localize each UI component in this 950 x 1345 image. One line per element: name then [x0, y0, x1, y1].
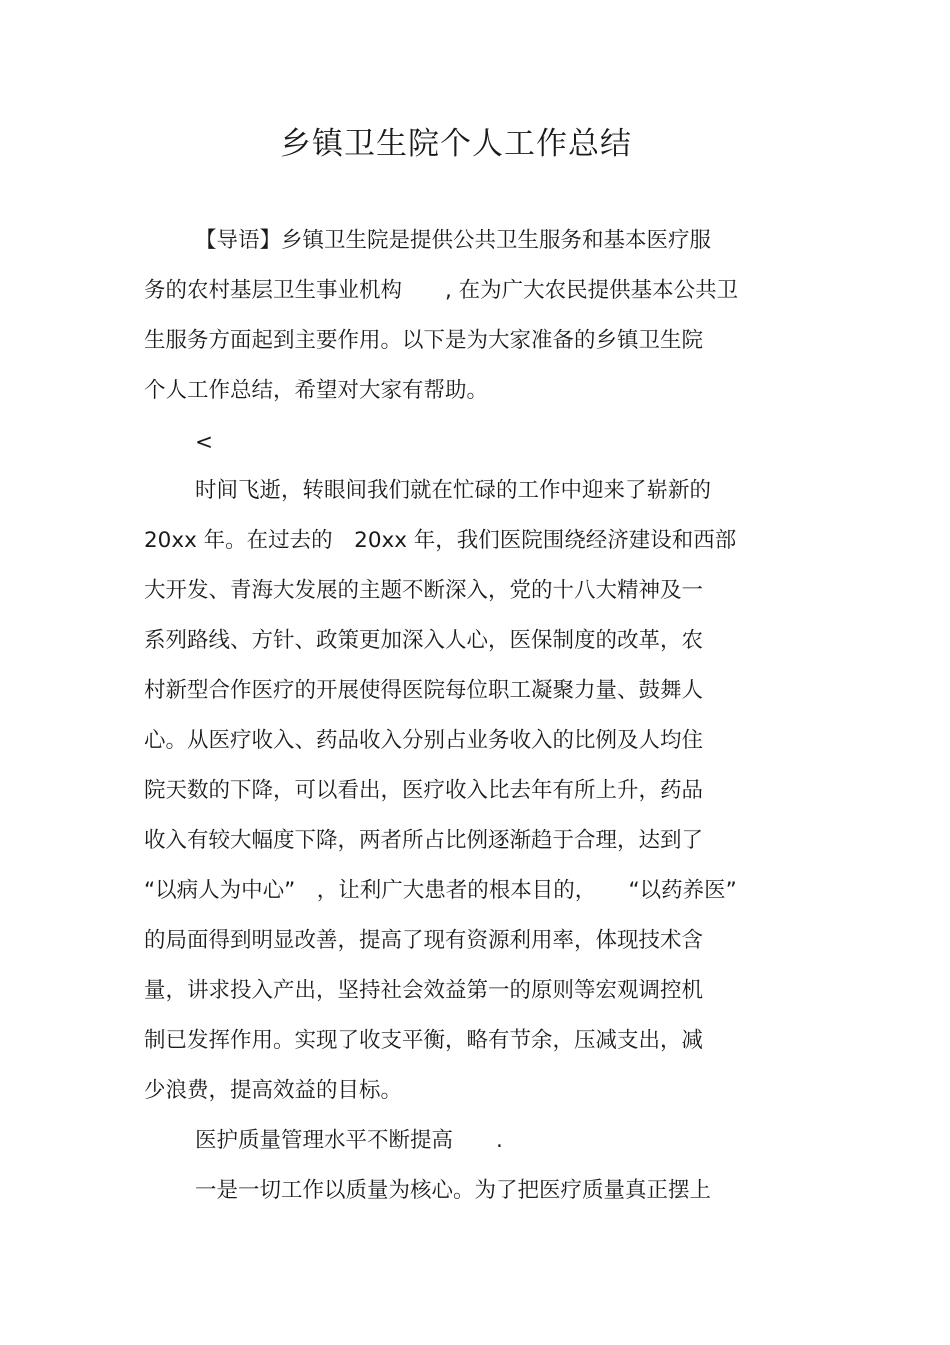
- paragraph-line: “以病人为中心” ，让利广大患者的根本目的， “以药养医”: [144, 878, 737, 903]
- paragraph-line: <: [195, 430, 214, 455]
- paragraph-line: 大开发、青海大发展的主题不断深入，党的十八大精神及一: [144, 578, 704, 603]
- paragraph-line: 的局面得到明显改善，提高了现有资源利用率，体现技术含: [144, 928, 704, 953]
- paragraph-line: 生服务方面起到主要作用。以下是为大家准备的乡镇卫生院: [144, 328, 704, 353]
- paragraph-line: 20xx 年。在过去的 20xx 年，我们医院围绕经济建设和西部: [144, 528, 737, 553]
- paragraph-line: 制已发挥作用。实现了收支平衡，略有节余，压减支出，减: [144, 1028, 704, 1053]
- section-heading: 医护质量管理水平不断提高 .: [195, 1128, 503, 1153]
- paragraph-line: 一是一切工作以质量为核心。为了把医疗质量真正摆上: [195, 1178, 712, 1203]
- paragraph-line: 务的农村基层卫生事业机构 , 在为广大农民提供基本公共卫: [144, 278, 739, 303]
- paragraph-line: 个人工作总结，希望对大家有帮助。: [144, 378, 489, 403]
- paragraph-line: 少浪费，提高效益的目标。: [144, 1078, 403, 1103]
- paragraph-line: 系列路线、方针、政策更加深入人心，医保制度的改革，农: [144, 628, 704, 653]
- paragraph-line: 时间飞逝，转眼间我们就在忙碌的工作中迎来了崭新的: [195, 478, 712, 503]
- paragraph-line: 收入有较大幅度下降，两者所占比例逐渐趋于合理，达到了: [144, 828, 704, 853]
- paragraph-line: 【导语】乡镇卫生院是提供公共卫生服务和基本医疗服: [195, 228, 712, 253]
- paragraph-line: 心。从医疗收入、药品收入分别占业务收入的比例及人均住: [144, 728, 704, 753]
- document-title: 乡镇卫生院个人工作总结: [280, 126, 632, 162]
- paragraph-line: 量，讲求投入产出，坚持社会效益第一的原则等宏观调控机: [144, 978, 704, 1003]
- paragraph-line: 村新型合作医疗的开展使得医院每位职工凝聚力量、鼓舞人: [144, 678, 704, 703]
- paragraph-line: 院天数的下降，可以看出，医疗收入比去年有所上升，药品: [144, 778, 704, 803]
